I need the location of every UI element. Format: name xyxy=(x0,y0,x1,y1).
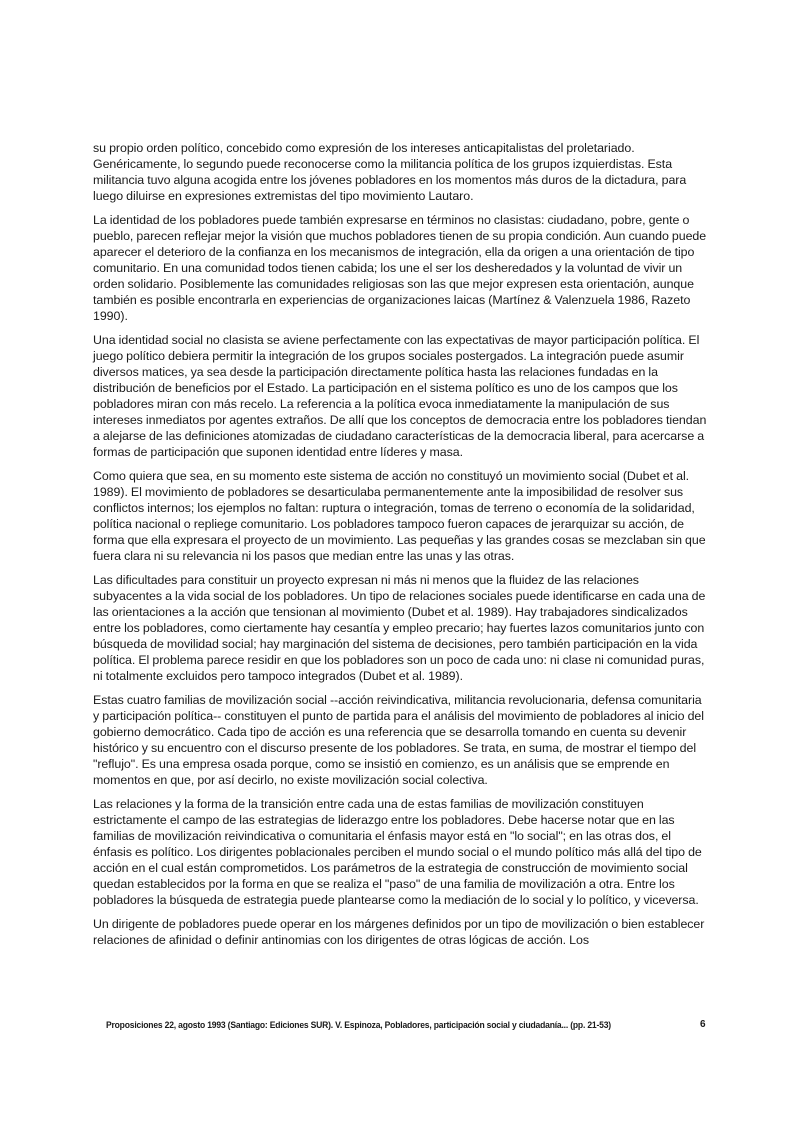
paragraph-3: Una identidad social no clasista se aviene perfectamente con las expectativas de mayor participación política. El juego político debiera permitir la integración de los grupos sociales postergados. La integración puede asumir diversos matices, ya sea desde la participación directamente política hasta las relaciones fundadas en la distribución de beneficios por el Estado. La participación en el sistema político es uno de los campos que los pobladores miran con más recelo. La referencia a la política evoca inmediatamente la manipulación de sus intereses inmediatos por agentes extraños. De allí que los conceptos de democracia entre los pobladores tiendan a alejarse de las definiciones atomizadas de ciudadano características de la democracia liberal, para acercarse a formas de participación que suponen identidad entre líderes y masa. xyxy=(93,333,707,459)
paragraph-7: Las relaciones y la forma de la transición entre cada una de estas familias de movilización constituyen estrictamente el campo de las estrategias de liderazgo entre los pobladores. Debe hacerse notar que en las familias de movilización reivindicativa o comunitaria el énfasis mayor está en "lo social"; en las otras dos, el énfasis es político. Los dirigentes poblacionales perciben el mundo social o el mundo político más allá del tipo de acción en el cual están comprometidos. Los parámetros de la estrategia de construcción de movimiento social quedan establecidos por la forma en que se realiza el "paso" de una familia de movilización a otra. Entre los pobladores la búsqueda de estrategia puede plantearse como la mediación de lo social y lo político, y viceversa. xyxy=(93,797,702,907)
paragraph-6: Estas cuatro familias de movilización social --acción reivindicativa, militancia revolucionaria, defensa comunitaria y participación política-- constituyen el punto de partida para el análisis del movimiento de pobladores al inicio del gobierno democrático. Cada tipo de acción es una referencia que se desarrolla tomando en cuenta su devenir histórico y su encuentro con el discurso presente de los pobladores. Se trata, en suma, de mostrar el tiempo del "reflujo". Es una empresa osada porque, como se insistió en comienzo, es un análisis que se emprende en momentos en que, por así decirlo, no existe movilización social colectiva. xyxy=(93,693,704,787)
paragraph-5: Las dificultades para constituir un proyecto expresan ni más ni menos que la fluidez de las relaciones subyacentes a la vida social de los pobladores. Un tipo de relaciones sociales puede identificarse en cada una de las orientaciones a la acción que tensionan al movimiento (Dubet et al. 1989). Hay trabajadores sindicalizados entre los pobladores, como ciertamente hay cesantía y empleo precario; hay fuertes lazos comunitarios junto con búsqueda de movilidad social; hay marginación del sistema de decisiones, pero también participación en la vida política. El problema parece residir en que los pobladores son un poco de cada uno: ni clase ni comunidad puras, ni totalmente excluidos pero tampoco integrados (Dubet et al. 1989). xyxy=(93,573,706,683)
paragraph-4: Como quiera que sea, en su momento este sistema de acción no constituyó un movimiento social (Dubet et al. 1989). El movimiento de pobladores se desarticulaba permanentemente ante la imposibilidad de resolver sus conflictos internos; los ejemplos no faltan: ruptura o integración, tomas de terreno o economía de la solidaridad, política nacional o repliege comunitario. Los pobladores tampoco fueron capaces de jerarquizar su acción, de forma que ella expresara el proyecto de un movimiento. Las pequeñas y las grandes cosas se mezclaban sin que fuera clara ni su relevancia ni los pasos que median entre las unas y las otras. xyxy=(93,469,706,563)
paragraph-2: La identidad de los pobladores puede también expresarse en términos no clasistas: ciudadano, pobre, gente o pueblo, parecen reflejar mejor la visión que muchos pobladores tienen de su propia condición. Aun cuando puede aparecer el deterioro de la confianza en los mecanismos de integración, ella da origen a una orientación de tipo comunitario. En una comunidad todos tienen cabida; los une el ser los desheredados y la voluntad de vivir un orden solidario. Posiblemente las comunidades religiosas son las que mejor expresen esta orientación, aunque también es posible encontrarla en experiencias de organizaciones laicas (Martínez & Valenzuela 1986, Razeto 1990). xyxy=(93,213,707,323)
page-number: 6 xyxy=(700,1019,706,1030)
body-text xyxy=(93,140,707,956)
footer-citation: Proposiciones 22, agosto 1993 (Santiago: Ediciones SUR). V. Espinoza, Pobladores, participación social y ciudadanía... (pp. 21-53) xyxy=(106,1020,611,1030)
paragraph-1: su propio orden político, concebido como expresión de los intereses anticapitalistas del proletariado. Genéricamente, lo segundo puede reconocerse como la militancia política de los grupos izquierdistas. Esta militancia tuvo alguna acogida entre los jóvenes pobladores en los momentos más duros de la dictadura, para luego diluirse en expresiones extremistas del tipo movimiento Lautaro. xyxy=(93,141,687,203)
paragraph-8: Un dirigente de pobladores puede operar en los márgenes definidos por un tipo de movilización o bien establecer relaciones de afinidad o definir antinomias con los dirigentes de otras lógicas de acción. Los xyxy=(93,917,705,947)
